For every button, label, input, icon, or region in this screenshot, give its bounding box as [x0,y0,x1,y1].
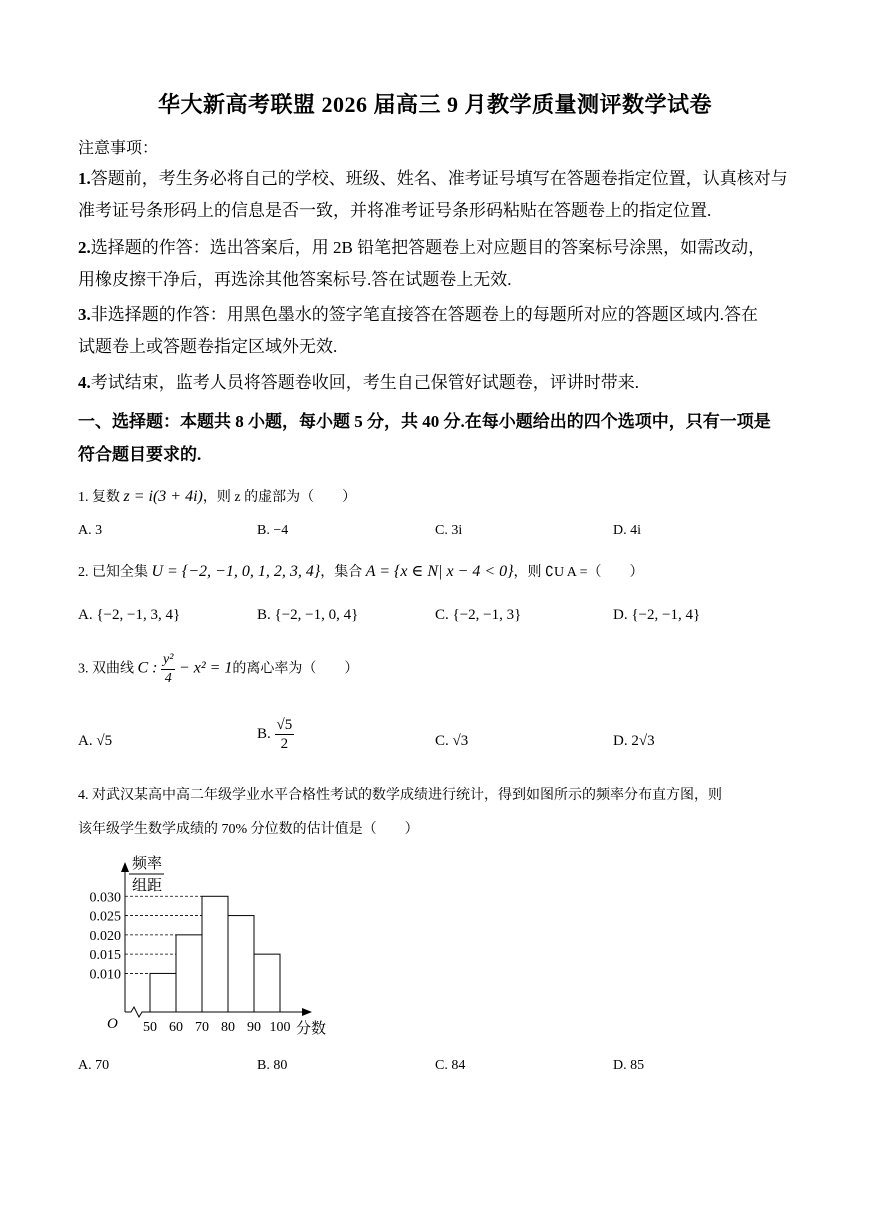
q1-option-d[interactable]: D. 4i [613,523,641,538]
q3-curve-name: C : [137,659,158,677]
q3-option-c[interactable]: C. √3 [435,733,469,749]
q2-option-b[interactable]: B. {−2, −1, 0, 4} [257,607,359,623]
q3-option-b-num: √5 [276,717,293,733]
notice-2 [78,232,765,296]
q4-option-c[interactable]: C. 84 [435,1058,466,1073]
q1-option-c[interactable]: C. 3i [435,523,463,538]
notice-line: 选择题的作答：选出答案后，用 2B 铅笔把答题卷上对应题目的答案标号涂黑，如需改动， [90,238,766,257]
q1-expr: z = i(3 + 4i) [123,488,203,505]
histogram-bar [176,935,202,1012]
q3-option-b-fraction [275,716,295,753]
y-axis-label-bottom: 组距 [132,878,163,894]
notice-1 [78,163,788,227]
x-tick-label: 100 [269,1020,291,1035]
question-4: 4. 对武汉某高中高二年级学业水平合格性考试的数学成绩进行统计，得到如图所示的频率分布直方图，则 [78,788,722,803]
notice-4 [78,367,639,399]
q3-option-d[interactable]: D. 2√3 [613,733,655,749]
histogram-bar [228,916,254,1012]
y-tick-label: 0.015 [89,948,121,964]
q2-universal-set: U = {−2, −1, 0, 1, 2, 3, 4} [151,563,321,580]
q3-option-b-label: B. [257,725,271,742]
q3-frac-den: 4 [164,671,172,686]
q1-prefix: 1. 复数 [78,490,120,505]
y-tick-label: 0.030 [89,890,121,906]
notice-line: 用橡皮擦干净后，再选涂其他答案标号.答在试题卷上无效. [78,270,512,289]
q4-option-d[interactable]: D. 85 [613,1058,645,1073]
question-2 [78,561,644,581]
notice-num: 3. [78,305,91,324]
q3-prefix: 3. 双曲线 [78,661,134,677]
y-axis-arrow [121,862,129,872]
q3-suffix: 的离心率为（ ） [232,661,359,677]
notice-heading: 注意事项： [78,140,159,157]
notice-num: 1. [78,169,91,188]
q2-prefix: 2. 已知全集 [78,565,148,580]
q4-option-a[interactable]: A. 70 [78,1058,110,1073]
x-tick-label: 70 [195,1020,209,1035]
q2-suffix: ，则 ∁U A =（ ） [513,565,644,580]
q2-set-a: A = {x ∈ N| x − 4 < 0} [365,563,514,580]
x-axis-label: 分数 [296,1021,327,1037]
x-tick-label: 90 [247,1020,261,1035]
q3-equation-rest: − x² = 1 [178,659,233,677]
q4-option-b[interactable]: B. 80 [257,1058,288,1073]
q2-option-a[interactable]: A. {−2, −1, 3, 4} [78,607,181,623]
q1-option-a[interactable]: A. 3 [78,523,103,538]
q2-option-d[interactable]: D. {−2, −1, 4} [613,607,701,623]
q2-option-c[interactable]: C. {−2, −1, 3} [435,607,522,623]
question-3 [78,651,358,688]
notice-num: 2. [78,238,91,257]
histogram-bar [254,954,280,1012]
q1-option-b[interactable]: B. −4 [257,523,289,538]
q1-suffix: ，则 z 的虚部为（ ） [202,490,357,505]
y-axis-label-top: 频率 [132,856,163,872]
notice-line: 试题卷上或答题卷指定区域外无效. [78,337,338,356]
q3-option-a[interactable]: A. √5 [78,733,113,749]
q3-option-b[interactable] [257,716,294,753]
notice-line: 答题前，考生务必将自己的学校、班级、姓名、准考证号填写在答题卷指定位置，认真核对与 [90,169,788,188]
notice-3 [78,299,758,363]
y-tick-label: 0.010 [89,967,121,983]
notice-line: 准考证号条形码上的信息是否一致，并将准考证号条形码粘贴在答题卷上的指定位置. [78,201,712,220]
section-heading: 一、选择题：本题共 8 小题，每小题 5 分，共 40 分.在每小题给出的四个选项中，只有一项是 [78,412,771,431]
exam-title: 华大新高考联盟 2026 届高三 9 月教学质量测评数学试卷 [157,92,712,117]
y-tick-label: 0.020 [89,928,121,944]
y-tick-label: 0.025 [89,909,121,925]
notice-line: 非选择题的作答：用黑色墨水的签字笔直接答在答题卷上的每题所对应的答题区域内.答在 [90,305,758,324]
x-axis-arrow [302,1008,312,1016]
x-tick-label: 60 [169,1020,183,1035]
section-heading-2: 符合题目要求的. [78,445,202,464]
q2-mid: ，集合 [320,565,363,580]
question-1 [78,486,356,506]
q3-option-b-den: 2 [280,736,289,752]
x-tick-label: 50 [143,1020,157,1035]
notice-num: 4. [78,373,91,392]
origin-label: O [107,1016,118,1032]
notice-line: 考试结束，监考人员将答题卷收回，考生自己保管好试题卷，评讲时带来. [90,373,639,392]
histogram-bar [202,896,228,1012]
histogram-chart [70,850,370,1045]
x-tick-label: 80 [221,1020,235,1035]
q3-frac-num: y² [161,651,175,670]
q3-fraction [161,651,175,688]
histogram-bar [150,973,176,1012]
question-4-line2: 该年级学生数学成绩的 70% 分位数的估计值是（ ） [78,822,419,837]
